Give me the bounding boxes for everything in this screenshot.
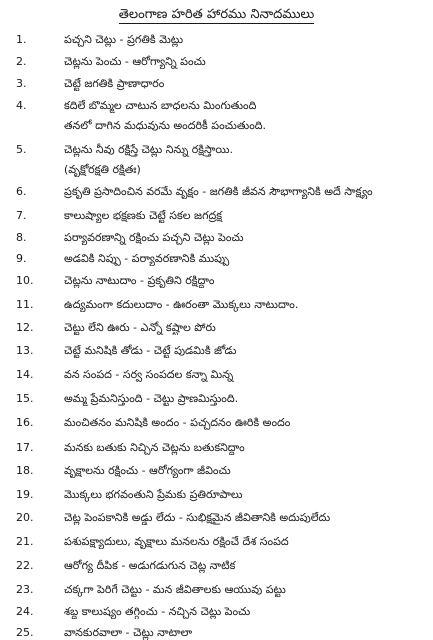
slogan-text: వానకురవాలా - చెట్లు నాటాలా bbox=[64, 626, 193, 639]
slogan-number: 18. bbox=[16, 464, 34, 477]
document-title: తెలంగాణ హరిత హారము నినాదములు bbox=[118, 7, 315, 22]
slogan-text: ఆరోగ్య దీపిక - అడుగడుగున చెట్ల నాటిక bbox=[64, 559, 236, 572]
slogan-text: చెట్టే జగతికి ప్రాణాధారం bbox=[64, 77, 165, 90]
slogan-text-continued: తనలో దాగిన మధువును అందరికీ పంచుతుంది. bbox=[64, 119, 267, 132]
slogan-text: శబ్ద కాలుష్యం తగ్గించు - నచ్చిన చెట్లు పెంచు bbox=[64, 605, 251, 618]
slogan-text: ఉద్యమంగా కదులుదాం - ఊరంతా మొక్కలు నాటుదాం. bbox=[64, 298, 299, 311]
slogan-number: 1. bbox=[16, 33, 27, 46]
slogan-number: 17. bbox=[16, 441, 34, 454]
slogan-text: కదిలే బొమ్మల చాటున బాధలను మింగుతుంది bbox=[64, 99, 257, 112]
slogan-text: అడవికి నిప్పు - పర్యావరణానికి ముప్పు bbox=[64, 252, 230, 265]
slogan-number: 8. bbox=[16, 231, 27, 244]
slogan-text: వృక్షాలను రక్షించు - ఆరోగ్యంగా జీవించు bbox=[64, 464, 231, 477]
slogan-number: 21. bbox=[16, 535, 34, 548]
slogan-text: మంచితనం మనిషికి అందం - పచ్చదనం ఊరికి అందం bbox=[64, 416, 291, 429]
slogan-text: కాలుష్యాల భక్షణకు చెట్టే సకల జగద్రక్ష bbox=[64, 209, 223, 222]
slogan-number: 22. bbox=[16, 559, 34, 572]
slogan-text: పర్యావరణాన్ని రక్షించు పచ్చని చెట్లు పెంచు bbox=[64, 231, 244, 244]
slogan-number: 14. bbox=[16, 368, 34, 381]
slogan-number: 11. bbox=[16, 298, 34, 311]
slogan-text: చెట్లను పెంచు - ఆరోగ్యాన్ని పంచు bbox=[64, 55, 206, 68]
slogan-number: 2. bbox=[16, 55, 27, 68]
slogan-text: అమ్మ ప్రేమనిస్తుంది - చెట్టు ప్రాణమిస్తుంది. bbox=[64, 392, 239, 405]
slogan-number: 25. bbox=[16, 626, 34, 639]
slogan-number: 10. bbox=[16, 274, 34, 287]
slogan-number: 9. bbox=[16, 252, 27, 265]
slogan-number: 23. bbox=[16, 583, 34, 596]
slogan-number: 24. bbox=[16, 605, 34, 618]
slogan-number: 6. bbox=[16, 185, 27, 198]
slogan-text: చెట్టే మనిషికి తోడు - చెట్టే పుడమికి జోడు bbox=[64, 344, 237, 357]
slogan-number: 4. bbox=[16, 99, 27, 112]
slogan-text: ప్రకృతి ప్రసాదించిన వరమే వృక్షం - జగతికి జీవన సౌభాగ్యానికి అదే సాక్ష్యం bbox=[64, 185, 373, 198]
slogan-text: పశుపక్ష్యాదులు, వృక్షాలు మనలను రక్షించే దేశ సంపద bbox=[64, 535, 289, 548]
slogan-text: చెట్లను నీవు రక్షిస్తే చెట్లు నిన్ను రక్షిస్తాయి. bbox=[64, 143, 234, 156]
slogan-number: 5. bbox=[16, 143, 27, 156]
slogan-text: చెట్టు లేని ఊరు - ఎన్నో కష్టాల పోరు bbox=[64, 321, 216, 334]
slogan-number: 12. bbox=[16, 321, 34, 334]
slogan-number: 15. bbox=[16, 392, 34, 405]
slogan-number: 13. bbox=[16, 344, 34, 357]
slogan-text: చక్కగా పెరిగే చెట్టు - మన జీవితాలకు ఆయువు పట్టు bbox=[64, 583, 286, 596]
slogan-text: వన సంపద - సర్వ సంపదల కన్నా మిన్న bbox=[64, 368, 234, 381]
slogan-number: 20. bbox=[16, 511, 34, 524]
slogan-text: చెట్ల పెంపకానికి అడ్డు లేదు - సుభిక్షమైన జీవితానికి అదుపులేదు bbox=[64, 511, 331, 524]
slogan-text: చెట్లను నాటుదాం - ప్రకృతిని రక్షిద్దాం bbox=[64, 274, 215, 287]
slogan-number: 16. bbox=[16, 416, 34, 429]
slogan-number: 19. bbox=[16, 488, 34, 501]
slogan-number: 7. bbox=[16, 209, 27, 222]
slogan-text-continued: (వృక్షోరక్షతి రక్షితః) bbox=[64, 163, 141, 176]
slogan-text: మొక్కలు భగవంతుని ప్రేమకు ప్రతిరూపాలు bbox=[64, 488, 243, 501]
slogan-text: పచ్చని చెట్లు - ప్రగతికి మెట్లు bbox=[64, 33, 184, 46]
slogan-number: 3. bbox=[16, 77, 27, 90]
slogan-text: మనకు బతుకు నిచ్చిన చెట్లను బతుకనిద్దాం bbox=[64, 441, 245, 454]
